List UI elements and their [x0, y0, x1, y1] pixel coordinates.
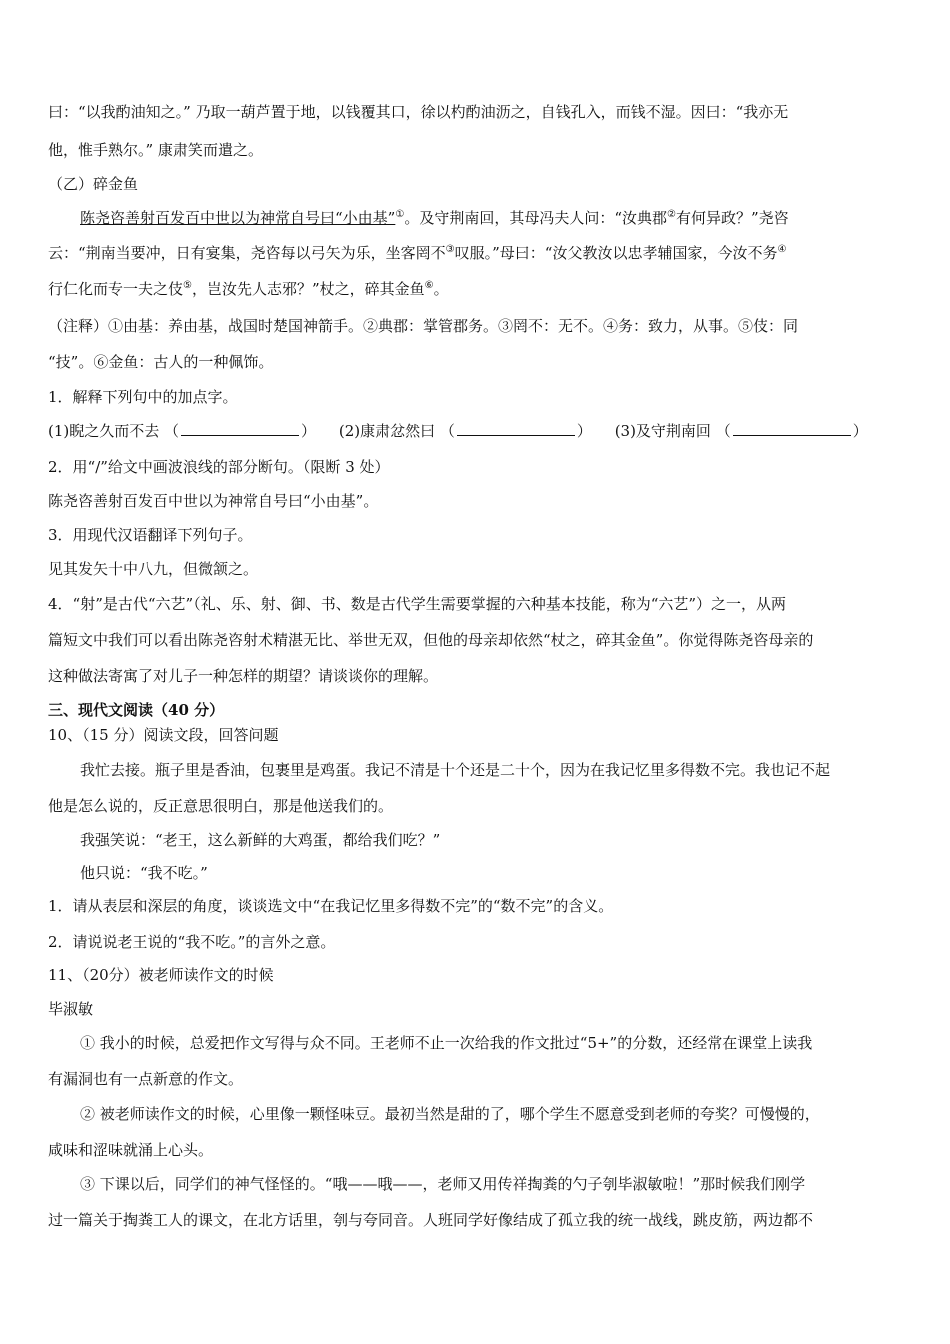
paren: （ [164, 422, 180, 440]
footnote-mark: ⑥ [424, 280, 434, 291]
passage-text: 叹服。”母曰：“汝父教汝以忠孝辅国家，今汝不务 [454, 244, 778, 262]
question: 4．“射”是古代“六艺”（礼、乐、射、御、书、数是古代学生需要掌握的六种基本技能，称为“六艺”）之一，从两 [48, 595, 787, 613]
footnote-mark: ④ [777, 244, 787, 255]
passage-line: 他是怎么说的，反正意思很明白，那是他送我们的。 [48, 797, 394, 815]
wavy-underlined-text: 陈尧咨善射百发百中世以为神常自号曰“小由基” [80, 209, 396, 227]
question: 3．用现代汉语翻译下列句子。 [48, 526, 253, 544]
paren: ） [301, 422, 317, 440]
footnote-mark: ③ [445, 244, 455, 255]
passage-line: ③ 下课以后，同学们的神气怪怪的。“哦——哦——，老师又用传祥掏粪的勺子刳毕淑敏啦！”那时候我们刚学 [80, 1175, 806, 1193]
answer-blank[interactable] [181, 421, 299, 436]
passage-line [48, 279, 906, 299]
sub-question: (3)及守荆南回 [614, 422, 711, 440]
sub-question: (1)睨之久而不去 [48, 422, 160, 440]
passage-line [48, 243, 906, 263]
question-text: 陈尧咨善射百发百中世以为神常自号曰“小由基”。 [48, 492, 379, 510]
section-subtitle: （乙）碎金鱼 [48, 175, 139, 193]
question: 这种做法寄寓了对儿子一种怎样的期望？请谈谈你的理解。 [48, 667, 439, 685]
question: 2．请说说老王说的“我不吃。”的言外之意。 [48, 933, 336, 951]
question: 2．用“/”给文中画波浪线的部分断句。（限断 3 处） [48, 458, 390, 476]
question-heading: 10、（15 分）阅读文段，回答问题 [48, 726, 279, 744]
footnote-mark: ② [666, 209, 676, 220]
passage-line: ① 我小的时候，总爱把作文写得与众不同。王老师不止一次给我的作文批过“5+”的分数，还经常在课堂上读我 [80, 1034, 813, 1052]
text-line: 他，惟手熟尔。” 康肃笑而遣之。 [48, 141, 263, 159]
paren: （ [715, 422, 731, 440]
annotation-line: （注释）①由基：养由基，战国时楚国神箭手。②典郡：掌管郡务。③罔不：无不。④务：致力，从事。⑤伎：同 [48, 317, 799, 335]
question: 1．解释下列句中的加点字。 [48, 388, 238, 406]
question-blanks-line [48, 421, 906, 441]
passage-line: 我强笑说：“老王，这么新鲜的大鸡蛋，都给我们吃？” [80, 831, 441, 849]
passage-line: 他只说：“我不吃。” [80, 864, 208, 882]
question-heading: 11、（20分）被老师读作文的时候 [48, 966, 274, 984]
passage-line: 过一篇关于掏粪工人的课文，在北方话里，刳与夸同音。人班同学好像结成了孤立我的统一战线，跳皮筋，两边都不 [48, 1211, 814, 1229]
passage-line [80, 208, 906, 228]
sub-question: (2)康肃忿然曰 [338, 422, 436, 440]
passage-text: 有何异政？”尧咨 [675, 209, 789, 227]
passage-text: 。 [433, 280, 449, 298]
question: 1．请从表层和深层的角度，谈谈选文中“在我记忆里多得数不完”的“数不完”的含义。 [48, 897, 614, 915]
passage-line: 有漏洞也有一点新意的作文。 [48, 1070, 244, 1088]
section-heading: 三、现代文阅读（40 分） [48, 701, 225, 719]
passage-text: 云：“荆南当要冲，日有宴集，尧咨每以弓矢为乐，坐客罔不 [48, 244, 446, 262]
passage-text: ，岂汝先人志邪？”杖之，碎其金鱼 [191, 280, 425, 298]
passage-line: 咸味和涩味就涌上心头。 [48, 1141, 214, 1159]
answer-blank[interactable] [457, 421, 575, 436]
question-text: 见其发矢十中八九，但微颔之。 [48, 560, 259, 578]
author: 毕淑敏 [48, 1000, 94, 1018]
footnote-mark: ⑤ [183, 280, 192, 291]
passage-text: 。及守荆南回，其母冯夫人问：“汝典郡 [404, 209, 667, 227]
paren: ） [576, 422, 592, 440]
text-line: 曰：“以我酌油知之。” 乃取一葫芦置于地，以钱覆其口，徐以杓酌油沥之，自钱孔入，而钱不湿。因曰：“我亦无 [48, 103, 789, 121]
question: 篇短文中我们可以看出陈尧咨射术精湛无比、举世无双，但他的母亲却依然“杖之，碎其金鱼”。你觉得陈尧咨母亲的 [48, 631, 814, 649]
footnote-mark: ① [395, 209, 405, 220]
paren: ） [852, 422, 868, 440]
paren: （ [439, 422, 455, 440]
passage-line: ② 被老师读作文的时候，心里像一颗怪味豆。最初当然是甜的了，哪个学生不愿意受到老师的夸奖？可慢慢的， [80, 1105, 820, 1123]
annotation-line: “技”。⑥金鱼：古人的一种佩饰。 [48, 353, 274, 371]
passage-text: 行仁化而专一夫之伎 [48, 280, 184, 298]
passage-line: 我忙去接。瓶子里是香油，包裹里是鸡蛋。我记不清是十个还是二十个，因为在我记忆里多得数不完。我也记不起 [80, 761, 831, 779]
answer-blank[interactable] [733, 421, 851, 436]
